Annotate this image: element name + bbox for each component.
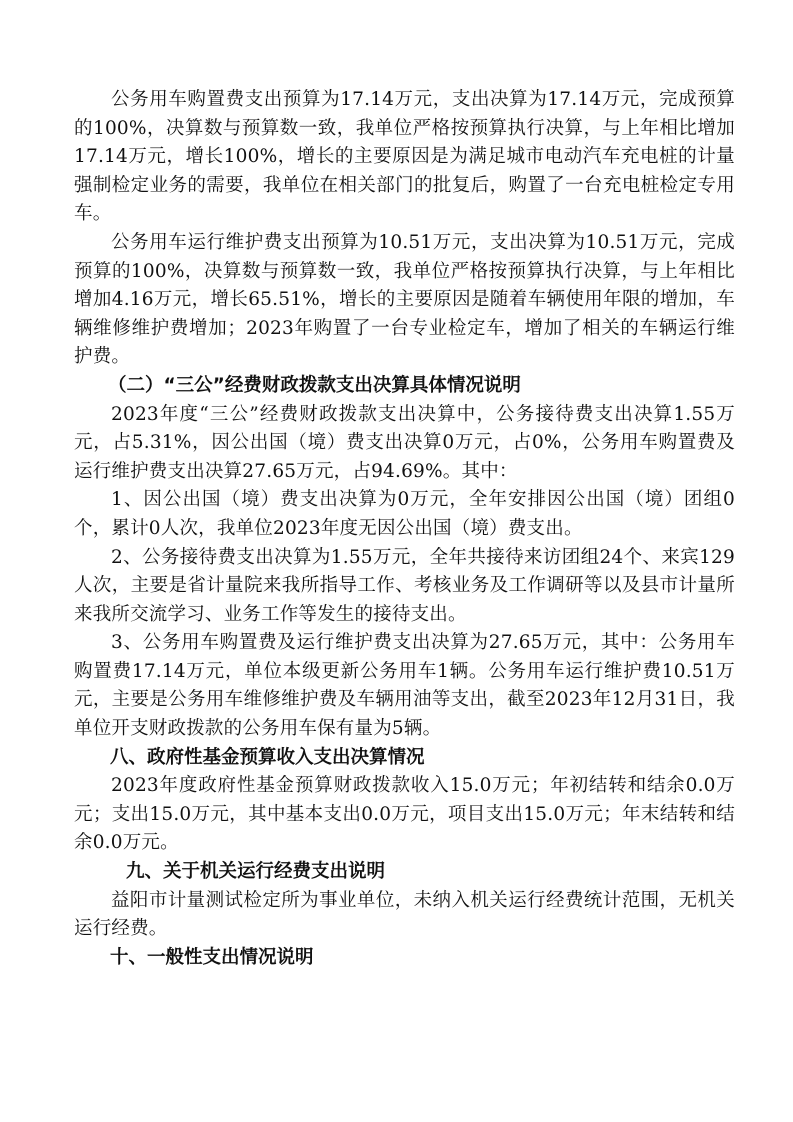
paragraph-official-vehicles: 3、公务用车购置费及运行维护费支出决算为27.65万元，其中：公务用车购置费17.14万元，单位本级更新公务用车1辆。公务用车运行维护费10.51万元，主要是公务用车维修维护费及车辆用油等支出，截至2023年12月31日，我单位开支财政拨款的公务用车保有量为5辆。 (74, 632, 735, 740)
paragraph-government-fund: 2023年度政府性基金预算财政拨款收入15.0万元；年初结转和结余0.0万元；支出15.0万元，其中基本支出0.0万元，项目支出15.0万元；年末结转和结余0.0万元。 (74, 775, 735, 854)
paragraph-vehicle-purchase: 公务用车购置费支出预算为17.14万元，支出决算为17.14万元，完成预算的100%，决算数与预算数一致，我单位严格按预算执行决算，与上年相比增加17.14万元，增长100%，增长的主要原因是为满足城市电动汽车充电桩的计量强制检定业务的需要，我单位在相关部门的批复后，购置了一台充电桩检定专用车。 (74, 89, 735, 225)
section-heading-9: 九、关于机关运行经费支出说明 (126, 861, 386, 883)
paragraph-operating-expenses: 益阳市计量测试检定所为事业单位，未纳入机关运行经费统计范围，无机关运行经费。 (74, 889, 735, 940)
section-heading-10: 十、一般性支出情况说明 (110, 946, 314, 968)
paragraph-overseas-travel: 1、因公出国（境）费支出决算为0万元，全年安排因公出国（境）团组0个，累计0人次，我单位2023年度无因公出国（境）费支出。 (74, 489, 735, 539)
paragraph-official-reception: 2、公务接待费支出决算为1.55万元，全年共接待来访团组24个、来宾129人次，主要是省计量院来我所指导工作、考核业务及工作调研等以及县市计量所来我所交流学习、业务工作等发生的接待支出。 (74, 546, 735, 625)
paragraph-vehicle-maintenance: 公务用车运行维护费支出预算为10.51万元，支出决算为10.51万元，完成预算的100%，决算数与预算数一致，我单位严格按预算执行决算，与上年相比增加4.16万元，增长65.51%，增长的主要原因是随着车辆使用年限的增加，车辆维修维护费增加；2023年购置了一台专业检定车，增加了相关的车辆运行维护费。 (74, 231, 735, 368)
subheading-three-public-details: （二）“三公”经费财政拨款支出决算具体情况说明 (108, 374, 521, 396)
paragraph-three-public-summary: 2023年度“三公”经费财政拨款支出决算中，公务接待费支出决算1.55万元，占5.31%，因公出国（境）费支出决算0万元，占0%，公务用车购置费及运行维护费支出决算27.65万元，占94.69%。其中： (74, 403, 735, 482)
section-heading-8: 八、政府性基金预算收入支出决算情况 (110, 746, 425, 768)
